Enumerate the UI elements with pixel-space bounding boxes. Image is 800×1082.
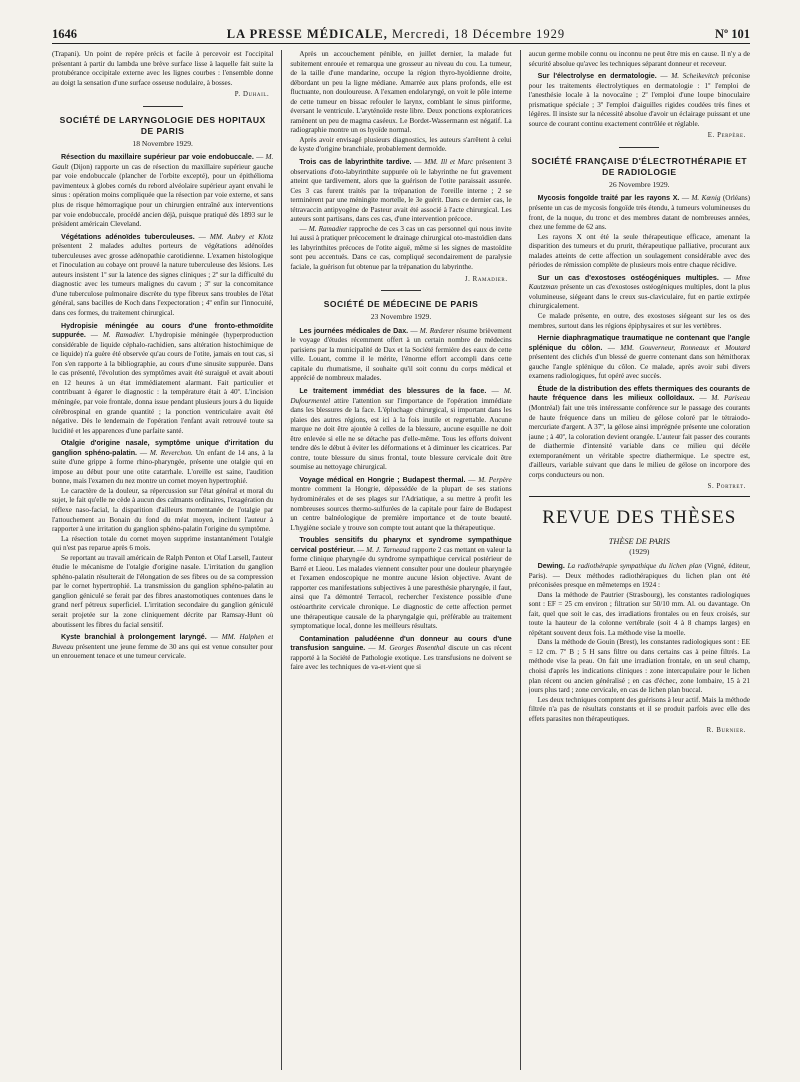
article: Étude de la distribution des effets thermiques des courants de haute fréquence dans les milieux colloïdaux. — M. Pariseau (Montréal) fait une très intéressante conférence sur le passage des courants de haute fréquence dans un milieu de gélose coloré par le tétraiodo-mercuriate d'argent. A 37º, la gélose ainsi imprégnée présente une coloration jaune ; à 40º, la coloration devient orangée. L'auteur fait passer des courants de diathermie d'intensité variable dans ce milieu qui décèle extemporanément un véritable spectre diathermique. Le spectre est, d'ailleurs, variable suivant que dans le milieu de gélose on incorpore des corps conducteurs ou non. — [528, 384, 750, 479]
article-author: M. Ramadier. — [102, 331, 145, 340]
thesis-place: THÈSE DE PARIS — [608, 536, 670, 546]
paragraph: (Trapani). Un point de repère précis et facile à percevoir est l'occipital présentant à partir du lambda une brève surface lisse à laquelle fait suite la protubérance occipitale externe avec les lignes courbes : l'ensemble donne au doigt la sensation d'une surface osseuse nodulaire, à bosses. — [52, 50, 274, 87]
paragraph: Le caractère de la douleur, sa répercussion sur l'état général et moral du sujet, le fait qu'elle ne cède à aucun des calmants ordinaires, l'exagération du réflexe naso-facial, la disparition d'ailleurs momentanée de l'otalgie par l'attouchement au Bonain du fond du méat moyen, incitent l'auteur à rapporter à une irritation du ganglion sphéno-palatin l'origine du symptôme. — [52, 486, 274, 534]
article-author: M. Ramadier — [308, 224, 347, 233]
article-text: présentent une jeune femme de 30 ans qui est venue consulter pour un enrouement tenace et une tumeur cervicale. — [52, 642, 274, 661]
divider — [381, 290, 421, 291]
article-author: M. Gault — [52, 153, 274, 171]
article-title: Kyste branchial à prolongement laryngé. — [61, 633, 207, 642]
article-text: (Dijon) rapporte un cas de résection du maxillaire supérieur gauche par voie endobuccale (plancher de l'orbite excepté), pour un épithélioma pavimenteux à globes cornés du rebord alvéolaire supérieur ayant envahi le sinus : opération moins compliquée que la résection par voie externe, et sans plus de risque hémorragique pour un chirurgien entraîné aux interventions par voie endobuccale, procédé ancien déjà, puisque pratiqué dès 1893 sur le président américain Cleveland. — [52, 162, 274, 229]
article-author: M. Dufourmentel — [290, 386, 512, 405]
signature: J. Ramadier. — [464, 275, 508, 283]
paragraph: Dans la méthode de Pautrier (Strasbourg), les constantes radiologiques sont : EF = 25 cm environ ; filtration sur 50/10 mm. Al. ou davantage. On fait, quel que soit le cas, des irradiations frontales ou en feux croisés, sur toute la hauteur de la colonne vertébrale (soit 4 à 8 champs larges) en répétant souvent deux fois. La méthode vise la moelle. — [528, 590, 750, 637]
article-title: Végétations adénoïdes tuberculeuses. — [61, 232, 195, 241]
column-1 — [52, 50, 273, 1070]
article: Sur un cas d'exostoses ostéogéniques multiples. — Mme Kautzman présente un cas d'exostoses ostéogéniques multiples, dont la plus volumineuse, siégeant dans le creux sus-claviculaire, fut en partie extirpée chirurgicalement. — [528, 273, 750, 311]
article-title: Sur l'électrolyse en dermatologie. — [537, 72, 657, 81]
paragraph: La résection totale du cornet moyen supprime instantanément l'otalgie qui n'est pas reparue après 6 mois. — [52, 534, 274, 553]
article: Kyste branchial à prolongement laryngé. — MM. Halphen et Buveau présentent une jeune femme de 30 ans qui est venue consulter pour un enrouement tenace et une tumeur cervicale. — [52, 633, 274, 661]
article-title: Otalgie d'origine nasale, symptôme unique d'irritation du ganglion sphéno-palatin. — [52, 439, 274, 457]
session-date: 18 Novembre 1929. — [132, 138, 193, 148]
article-text: présente un cas d'exostoses ostéogéniques multiples, dont la plus volumineuse, siégeant dans le creux sus-claviculaire, fut en partie extirpée chirurgicalement. — [528, 283, 750, 311]
article: Voyage médical en Hongrie ; Budapest thermal. — M. Perpère montre comment la Hongrie, dépossédée de la plupart de ses stations hydrominérales et de ses plages sur l'Adriatique, a su mettre à profit les nombreuses sources thermo-sulfurées de la capitale pour faire de Budapest un centre balnéologique de première importance et de toute beauté. L'hygiène sociale y trouve son compte tout autant que la thérapeutique. — [290, 475, 512, 532]
article-text: (Orléans) présente un cas de mycosis fongoïde très étendu, à tumeurs volumineuses du front, de la nuque, du tronc et des membres datant de nombreuses années, chez une femme de 62 ans. — [528, 194, 750, 232]
issue-number: Nº 101 — [714, 27, 750, 41]
article-author: M. Rœderer — [419, 326, 455, 335]
section-heading: REVUE DES THÈSES — [542, 506, 737, 528]
divider — [619, 147, 659, 148]
article: Résection du maxillaire supérieur par voie endobuccale. — M. Gault (Dijon) rapporte un cas de résection du maxillaire supérieur gauche par voie endobuccale (plancher de l'orbite excepté), pour un épithélioma pavimenteux à globes cornés du rebord alvéolaire supérieur ayant envahi le sinus : opération moins compliquée que la résection par voie externe, et sans plus de risque hémorragique pour un chirurgien entraîné aux interventions par voie endobuccale, procédé ancien déjà, puisque pratiqué dès 1893 sur le président américain Cleveland. — [52, 153, 274, 229]
article-text: (Montréal) fait une très intéressante conférence sur le passage des courants de haute fréquence dans un milieu de gélose coloré par le tétraiodo-mercuriate d'argent. A 37º, la gélose ainsi imprégnée présente une coloration jaune ; à 40º, la coloration devient orangée. L'auteur fait passer des courants de diathermie d'intensité variable dans ce milieu qui décèle extemporanément un véritable spectre diathermique. Le spectre est, d'ailleurs, variable suivant que dans le milieu de gélose on incorpore des corps conducteurs ou non. — [528, 403, 750, 479]
article-text: montre comment la Hongrie, dépossédée de la plupart de ses stations hydrominérales et de ses plages sur l'Adriatique, a su mettre à profit les nombreuses sources thermo-sulfurées de la capitale pour faire de Budapest un centre balnéologique de première importance et de toute beauté. L'hygiène sociale y trouve son compte tout autant que la thérapeutique. — [290, 485, 512, 532]
column-3 — [529, 50, 750, 1070]
article: Végétations adénoïdes tuberculeuses. — MM. Aubry et Klotz présentent 2 malades adultes porteurs de végétations adénoïdes tuberculeuses avec grosse adénopathie carotidienne. L'examen histologique et l'inoculation au cobaye ont prouvé la nature tuberculeuse des lésions. Les auteurs insistent 1º sur la latence des signes cliniques ; 2º sur la difficulté du diagnostic avec les tumeurs malignes du cavum ; 3º sur la concomitance d'une tuberculose pulmonaire discrète du type fibreux sans troubles de l'état général, sans bacilles de Koch dans l'expectoration ; 4º enfin sur l'innocuité, dans ces formes, du traitement chirurgical. — [52, 232, 274, 318]
article-author: MM. Aubry et Klotz — [209, 232, 274, 241]
section-rule — [529, 496, 750, 497]
paragraph: Après avoir envisagé plusieurs diagnostics, les auteurs s'arrêtent à celui de kyste d'origine branchiale, probablement dermoïde. — [290, 135, 512, 154]
article-text: présentent 3 observations d'oto-labyrinthite suppurée où le labyrinthe ne fut gravement atteint que tardivement, alors que la guérison de l'otite paraissait assurée. Ces 3 cas furent traités par la trépanation de l'oreille interne ; 2 se terminèrent par une méningite mortelle, le 3e guérit. Dans ce dernier cas, le tétravaccin antipyogène de Pasteur avait été associé à l'acte chirurgical. Les auteurs sont partisans, dans ces cas, d'une intervention précoce. — [290, 158, 512, 224]
paragraph: Dans la méthode de Gouin (Brest), les constantes radiologiques sont : EE = 12 cm. 7º B ; 5 H sans filtre ou dans certains cas à peine filtrés. La méthode vise la peau. On fait une irradiation frontale, en un seul champ, choisi d'après les indications cliniques : zone intercapulaire pour le lichen plan récent ou ancien généralisé ; en cas d'échec, zone lombaire, 15 à 21 jours plus tard ; zone cervicale, en cas de lichen plan buccal. — [528, 638, 750, 695]
thesis-year: (1929) — [629, 547, 650, 557]
signature: E. Perpère. — [707, 132, 746, 140]
article-text: préconise pour les traitements électrolytiques en dermatologie : 1º l'emploi de l'anesthésie locale à la novocaïne ; 2º l'emploi d'une loupe binoculaire prismatique spéciale ; 3º l'emploi d'aiguilles rigides coudées très fines et légères. Il insiste sur la nécessité absolue d'avoir un éclairage puissant et une source de courant continu exactement contrôlée et réglable. — [528, 72, 750, 128]
article: Otalgie d'origine nasale, symptôme unique d'irritation du ganglion sphéno-palatin. — M. Reverchon. Un enfant de 14 ans, à la suite d'une grippe à forme rhino-pharyngée, présente une otalgie qui en impose au début pour une otite catarrhale. L'oreille est saine, l'audition bonne, mais l'examen du nez montre un cornet moyen hypertrophié. — [52, 439, 274, 486]
article-text: rapporte 2 cas mettant en valeur la forme clinique pharyngée du syndrome sympathique cervical postérieur de Barré et Lieou. Les malades viennent consulter pour une douleur pharyngée et l'examen endoscopique ne montre aucune lésion objective. Avant de rapporter ces manifestations subjectives à une paresthésie pharyngée, il faut, ainsi que l'a démontré Terracol, rechercher l'existence possible d'une ostéoarthrite cervicale chronique. Le diagnostic de cette affection permet une thérapeutique causale de la pharyngalgie qui, préférable au traitement symptomatique local, donne les meilleurs résultats. — [290, 545, 512, 631]
article-author: Mme Kautzman — [528, 273, 750, 292]
society-title: SOCIÉTÉ DE MÉDECINE DE PARIS — [323, 299, 479, 310]
article-author: M. Georges Rosenthal — [378, 644, 446, 653]
article-author: MM. Gouverneur, Ronneaux et Moutard — [620, 343, 750, 352]
article: Troubles sensitifs du pharynx et syndrome sympathique cervical postérieur. — M. J. Tarneaud rapporte 2 cas mettant en valeur la forme clinique pharyngée du syndrome sympathique cervical postérieur de Barré et Lieou. Les malades viennent consulter pour une douleur pharyngée et l'examen endoscopique ne montre aucune lésion objective. Avant de rapporter ces manifestations subjectives à une paresthésie pharyngée, il faut, ainsi que l'a démontré Terracol, rechercher l'existence possible d'une ostéoarthrite cervicale chronique. Le diagnostic de cette affection permet une thérapeutique causale de la pharyngalgie qui, préférable au traitement symptomatique local, donne les meilleurs résultats. — [290, 536, 512, 631]
article-title: Contamination paludéenne d'un donneur au cours d'une transfusion sanguine. — [290, 634, 512, 653]
article-text: Un enfant de 14 ans, à la suite d'une grippe à forme rhino-pharyngée, présente une otalgie qui en impose au début pour une otite catarrhale. L'oreille est saine, l'audition bonne, mais l'examen du nez montre un cornet moyen hypertrophié. — [52, 448, 274, 486]
article-title: Hernie diaphragmatique traumatique ne contenant que l'angle splénique du côlon. — [528, 334, 750, 352]
article-title: Sur un cas d'exostoses ostéogéniques multiples. — [537, 273, 719, 282]
society-title: SOCIÉTÉ DE LARYNGOLOGIE DES HOPITAUX DE PARIS — [59, 114, 266, 136]
article-title: Troubles sensitifs du pharynx et syndrome sympathique cervical postérieur. — [290, 536, 512, 554]
article-text: résume brièvement le voyage d'études récemment offert à un certain nombre de médecins parisiens par la municipalité de Dax et la Société fermière des eaux de cette ville. Louant, comme il le mérite, l'énorme effort accompli dans cette capitale du rhumatisme, il souhaite qu'il soit connu du corps médical et apprécié de nombreux malades. — [290, 326, 512, 383]
article-title: Étude de la distribution des effets thermiques des courants de haute fréquence dans les milieux colloïdaux. — [528, 384, 750, 403]
article-author: M. Reverchon. — [149, 448, 193, 457]
article-author: M. Kœnig — [691, 194, 721, 203]
header-rule — [52, 43, 750, 44]
article-author: M. Scheikevitch — [671, 72, 719, 81]
column-2 — [290, 50, 511, 1070]
article: Le traitement immédiat des blessures de la face. — M. Dufourmentel attire l'attention sur l'importance de l'opération immédiate dans les blessures de la face. L'épluchage chirurgical, si important dans les plaies des autres régions, est ici à la fois inutile et regrettable. Aucune marque ne doit être ajoutée à celles de la blessure, aucune esquille ne doit être enlevée si elle ne se détache pas d'elle-même. Tous les efforts doivent tendre dès le début à éviter les déformations et à diminuer les cicatrices. Par contre, toute blessure du sinus frontal, toute blessure cervicale doit être soumise au nettoyage chirurgical. — [290, 386, 512, 472]
session-date: 23 Novembre 1929. — [370, 312, 432, 322]
session-date: 26 Novembre 1929. — [609, 179, 670, 189]
article-text: L'hydropisie méningée (hyperproduction considérable de liquide céphalo-rachidien, sans altération histochimique de ce liquide) n'a guère été observée qu'au cours de l'otite, jamais en tout cas, si l'on s'en rapporte à la bibliographie, au cours d'une sinusite suppurée. Dans le cas présenté, l'évolution des symptômes avait été suraiguë et avait abouti en 12 heures à un état immédiatement alarmant. Fait particulier et contribuant à égarer le diagnostic : la température était à 40º. L'incision méningée, par voie frontale, donna issue pendant plusieurs jours à du liquide cérébrospinal en grande quantité ; la ponction ventriculaire avait été négative. Dès le lendemain de l'opération l'enfant avait retrouvé toute sa lucidité et les apparences d'une parfaite santé. — [52, 331, 274, 435]
signature: P. Duhail. — [234, 91, 270, 99]
article-title: Hydropisie méningée au cours d'une fronto-ethmoïdite suppurée. — [52, 321, 274, 340]
journal-name: LA PRESSE MÉDICALE, — [226, 27, 388, 41]
article-author: MM. Halphen et Buveau — [52, 633, 274, 651]
article-text: présentent des clichés d'un blessé de guerre contenant dans son hémithorax gauche l'angle splénique du côlon. Ce malade, après avoir subi divers examens radiologiques, fut opéré avec succès. — [528, 353, 750, 381]
article-title: Mycosis fongoïde traité par les rayons X. — [537, 194, 680, 203]
article: Trois cas de labyrinthite tardive. — MM. Ill et Marc présentent 3 observations d'oto-labyrinthite suppurée où le labyrinthe ne fut gravement atteint que tardivement, alors que la guérison de l'otite paraissait assurée. Ces 3 cas furent traités par la trépanation de l'oreille interne ; 2 se terminèrent par une méningite mortelle, le 3e guérit. Dans ce dernier cas, le tétravaccin antipyogène de Pasteur avait été associé à l'acte chirurgical. Les auteurs sont partisans, dans ces cas, d'une intervention précoce. — [290, 158, 512, 224]
page-number: 1646 — [52, 27, 77, 41]
divider — [143, 106, 183, 107]
article: Hydropisie méningée au cours d'une fronto-ethmoïdite suppurée. — M. Ramadier. L'hydropisie méningée (hyperproduction considérable de liquide céphalo-rachidien, sans altération histochimique de ce liquide) n'a guère été observée qu'au cours de l'otite, jamais en tout cas, si l'on s'en rapporte à la bibliographie, au cours d'une sinusite suppurée. Dans le cas présenté, l'évolution des symptômes avait été suraiguë et avait abouti en 12 heures à un état immédiatement alarmant. Fait particulier et contribuant à égarer le diagnostic : la température était à 40º. L'incision méningée, par voie frontale, donna issue pendant plusieurs jours à du liquide cérébrospinal en grande quantité ; la ponction ventriculaire avait été négative. Dès le lendemain de l'opération l'enfant avait retrouvé toute sa lucidité et les apparences d'une parfaite santé. — [52, 321, 274, 435]
paragraph: Ce malade présente, en outre, des exostoses siégeant sur les os des membres, surtout dans les régions épiphysaires et sur les vertèbres. — [528, 312, 750, 330]
journal-title — [227, 27, 565, 42]
paragraph: aucun germe mobile connu ou inconnu ne peut être mis en cause. Il n'y a de sécurité absolue qu'avec les techniques séparant donneur et receveur. — [528, 50, 750, 68]
society-title: SOCIÉTÉ FRANÇAISE D'ÉLECTROTHÉRAPIE ET DE RADIOLOGIE — [531, 155, 748, 177]
article-text: présentent 2 malades adultes porteurs de végétations adénoïdes tuberculeuses avec grosse adénopathie carotidienne. L'examen histologique et l'inoculation au cobaye ont prouvé la nature tuberculeuse des lésions. Les auteurs insistent 1º sur la latence des signes cliniques ; 2º sur la difficulté du diagnostic avec les tumeurs malignes du cavum ; 3º sur la concomitance d'une tuberculose pulmonaire discrète du type fibreux sans troubles de l'état général, sans bacilles de Koch dans l'expectoration ; 4º enfin sur l'innocuité, dans ces formes, du traitement chirurgical. — [52, 242, 274, 318]
article-title: Trois cas de labyrinthite tardive. — [299, 158, 412, 167]
article-author: M. Perpère — [478, 475, 512, 484]
text-columns — [52, 50, 750, 1070]
column-separator — [520, 50, 521, 1070]
article-title: La radiothérapie sympathique du lichen plan — [567, 561, 702, 570]
article-author: Dewing. — [537, 561, 565, 570]
article: Sur l'électrolyse en dermatologie. — M. Scheikevitch préconise pour les traitements électrolytiques en dermatologie : 1º l'emploi de l'anesthésie locale à la novocaïne ; 2º l'emploi d'une loupe binoculaire prismatique spéciale ; 3º l'emploi d'aiguilles rigides coudées très fines et légères. Il insiste sur la nécessité absolue d'avoir un éclairage puissant et une source de courant continu exactement contrôlée et réglable. — [528, 72, 750, 128]
article-title: Résection du maxillaire supérieur par voie endobuccale. — [61, 153, 254, 162]
article-text: attire l'attention sur l'importance de l'opération immédiate dans les blessures de la face. L'épluchage chirurgical, si important dans les plaies des autres régions, est ici à la fois inutile et regrettable. Aucune marque ne doit être ajoutée à celles de la blessure, aucune esquille ne doit être enlevée si elle ne se détache pas d'elle-même. Tous les efforts doivent tendre dès le début à éviter les déformations et à diminuer les cicatrices. Par contre, toute blessure du sinus frontal, toute blessure cervicale doit être soumise au nettoyage chirurgical. — [290, 396, 512, 472]
article-title: Le traitement immédiat des blessures de la face. — [299, 386, 487, 395]
article-author: M. Pariseau — [711, 394, 750, 403]
article: Hernie diaphragmatique traumatique ne contenant que l'angle splénique du côlon. — MM. Gouverneur, Ronneaux et Moutard présentent des clichés d'un blessé de guerre contenant dans son hémithorax gauche l'angle splénique du côlon. Ce malade, après avoir subi divers examens radiologiques, fut opéré avec succès. — [528, 334, 750, 381]
article-title: Voyage médical en Hongrie ; Budapest thermal. — [299, 475, 466, 484]
article: Contamination paludéenne d'un donneur au cours d'une transfusion sanguine. — M. Georges Rosenthal discute un cas récent rapporté à la Société de Pathologie exotique. Les transfusions ne doivent se faire avec les techniques de va-et-vient que si — [290, 634, 512, 672]
paragraph: Les rayons X ont été la seule thérapeutique efficace, amenant la disparition des tumeurs et du prurit, thérapeutique palliative, procurant aux malades atteints de cette affection un soulagement considérable avec des périodes de rémission complète de plusieurs mois entre chaque récidive. — [528, 232, 750, 270]
article-text: discute un cas récent rapporté à la Société de Pathologie exotique. Les transfusions ne doivent se faire avec les techniques de va-et-vient que si — [290, 644, 512, 672]
issue-date: Mercredi, 18 Décembre 1929 — [391, 27, 566, 41]
article: Mycosis fongoïde traité par les rayons X. — M. Kœnig (Orléans) présente un cas de mycosis fongoïde très étendu, à tumeurs volumineuses du front, de la nuque, du tronc et des membres datant de nombreuses années, chez une femme de 62 ans. — [528, 194, 750, 232]
signature: S. Portret. — [707, 483, 746, 491]
article-text: rapproche de ces 3 cas un cas personnel qui nous invite lui aussi à pratiquer précocement le drainage chirurgical oto-mastoïdien dans les labyrinthites précoces de l'otite aiguë, même si les signes de mastoïdite sont peu accentués. Dans ce cas, compliqué secondairement de paralysie faciale, la guérison fut obtenue par la trépanation du labyrinthe. — [290, 224, 512, 272]
article-author: MM. Ill et Marc — [424, 158, 474, 167]
article — [529, 562, 750, 591]
article-text: (Vigné, éditeur, Paris). — Deux méthodes radiothérapiques du lichen plan ont été préconisées presque en mêmetemps en 1924 : — [528, 561, 750, 590]
paragraph: Se reportant au travail américain de Ralph Penton et Olaf Larsell, l'auteur étudie le mécanisme de l'otalgie d'origine nasale. L'irritation du ganglion sphéno-palatin résulterait de l'élongation de ses fibres ou de sa compression par le cornet hypertrophié. La transmission du ganglion sphéno-palatin au ganglion géniculé se ferait par des fibres anastomotiques contenues dans le grand nerf pétreux superficiel. L'irritation secondaire du ganglion géniculé serait projetée sur la zone cliniquement décrite par Ramsay-Hunt où aboutissent les fibres du facial sensitif. — [52, 553, 274, 629]
paragraph: Après un accouchement pénible, en juillet dernier, la malade fut subitement enrouée et remarqua une grosseur au niveau du cou. La tumeur, de la taille d'une mandarine, occupe la région thyro-hyoïdienne droite, débordant un peu la ligne médiane. Amarrée aux plans profonds, elle est fluctuante, non douloureuse. A l'examen endolaryngé, on voit le pôle interne de cette tumeur en bissac refouler le larynx, comblant le sinus piriforme, éversant le ventricule. L'aryténoïde reste libre. Deux ponctions exploratrices ramènent un peu de magma caséeux. Le Bordet-Wassermann est négatif. La radiographie montre un os hyoïde normal. — [290, 50, 512, 135]
signature: R. Burnier. — [706, 727, 746, 735]
page-header — [52, 22, 750, 42]
paragraph: Les deux techniques comptent des guérisons à leur actif. Mais la méthode filtrée n'a pas de résultats constants et il se produit parfois avec elle des effets parasites non thérapeutiques. — [528, 695, 750, 723]
article: Les journées médicales de Dax. — M. Rœderer résume brièvement le voyage d'études récemment offert à un certain nombre de médecins parisiens par la municipalité de Dax et la Société fermière des eaux de cette ville. Louant, comme il le mérite, l'énorme effort accompli dans cette capitale du rhumatisme, il souhaite qu'il soit connu du corps médical et apprécié de nombreux malades. — [290, 326, 512, 383]
paragraph: — M. Ramadier rapproche de ces 3 cas un cas personnel qui nous invite lui aussi à pratiquer précocement le drainage chirurgical oto-mastoïdien dans les labyrinthites précoces de l'otite aiguë, même si les signes de mastoïdite sont peu accentués. Dans ce cas, compliqué secondairement de paralysie faciale, la guérison fut obtenue par la trépanation du labyrinthe. — [290, 224, 512, 272]
column-separator — [281, 50, 282, 1070]
article-title: Les journées médicales de Dax. — [299, 326, 409, 335]
article-author: M. J. Tarneaud — [366, 545, 411, 554]
